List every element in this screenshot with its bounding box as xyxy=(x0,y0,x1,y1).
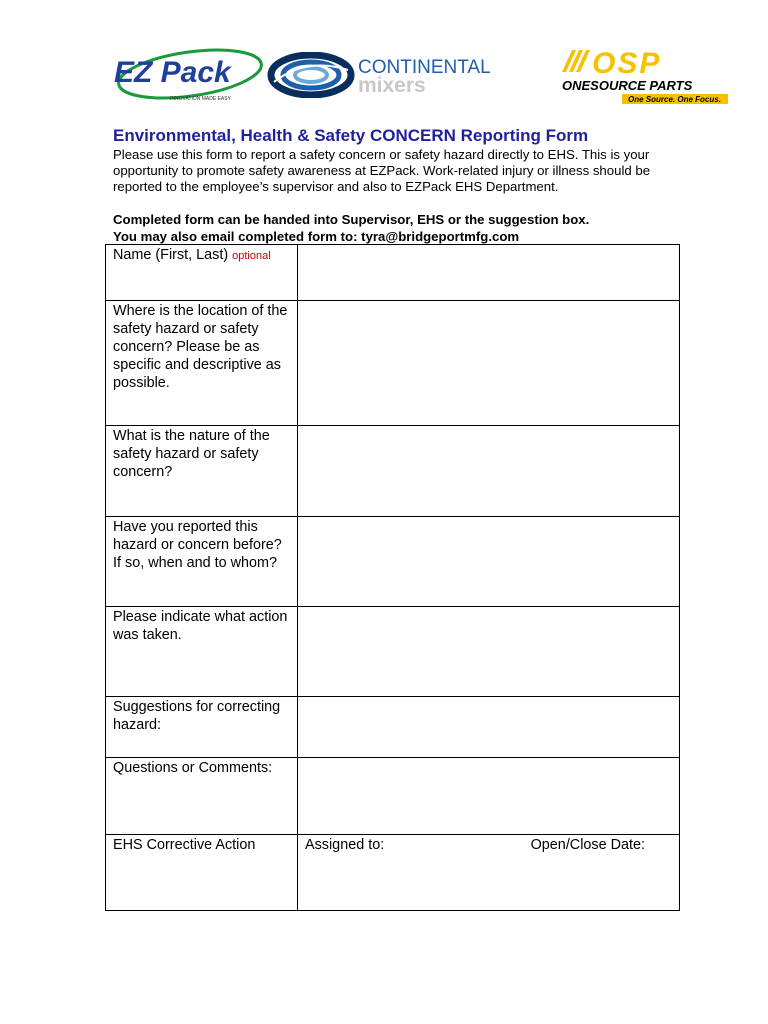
form-row-nature xyxy=(106,426,680,517)
question-cell xyxy=(106,607,298,697)
logo-banner xyxy=(108,44,740,106)
form-row-reported-before xyxy=(106,517,680,607)
continental-mixers-logo xyxy=(358,56,548,96)
osp-mark: OSP xyxy=(592,47,662,80)
form-title: Environmental, Health & Safety CONCERN Reporting Form xyxy=(113,126,589,145)
question-cell xyxy=(106,517,298,607)
osp-name: ONESOURCE PARTS xyxy=(562,78,693,93)
question-cell xyxy=(106,835,298,911)
optional-badge: optional xyxy=(232,250,271,262)
swirl-emblem-icon xyxy=(266,52,356,98)
question-cell xyxy=(106,301,298,426)
question-cell xyxy=(106,245,298,301)
question-label: Please indicate what action was taken. xyxy=(113,609,288,643)
submission-note-line2: You may also email completed form to: tyra@bridgeportmfg.com xyxy=(113,228,520,244)
name-answer-field[interactable] xyxy=(298,245,680,301)
assigned-to-label: Assigned to: xyxy=(305,837,385,853)
form-row-action-taken xyxy=(106,607,680,697)
form-row-corrective-action xyxy=(106,835,680,911)
form-row-location xyxy=(106,301,680,426)
continental-line1: CONTINENTAL xyxy=(358,57,491,78)
form-row-suggestions xyxy=(106,697,680,758)
question-cell xyxy=(106,697,298,758)
intro-text: Please use this form to report a safety concern or safety hazard directly to EHS. This is your opportunity to promote safety awareness at EZPack. Work-related injury or illness should be reported to the employee’s supervisor and also to EZPack EHS Department. xyxy=(113,147,651,194)
corrective-action-answer-field[interactable] xyxy=(298,835,680,911)
submission-note xyxy=(113,212,693,245)
question-label: What is the nature of the safety hazard or safety concern? xyxy=(113,428,270,480)
continental-line2: mixers xyxy=(358,74,426,96)
form-row-name xyxy=(106,245,680,301)
open-close-date-label: Open/Close Date: xyxy=(530,837,645,853)
form-row-comments xyxy=(106,758,680,835)
comments-answer-field[interactable] xyxy=(298,758,680,835)
submission-note-line1: Completed form can be handed into Supervisor, EHS or the suggestion box. xyxy=(113,212,590,227)
question-label: Name (First, Last) xyxy=(113,247,229,263)
ezpack-tagline: INNOVATION MADE EASY xyxy=(170,96,231,102)
location-answer-field[interactable] xyxy=(298,301,680,426)
question-cell xyxy=(106,758,298,835)
suggestions-answer-field[interactable] xyxy=(298,697,680,758)
ezpack-name: EZ Pack xyxy=(114,56,231,89)
question-label: Where is the location of the safety hazard or safety concern? Please be as specific and descriptive as possible. xyxy=(113,303,288,391)
concern-form-table xyxy=(105,244,680,911)
question-label: EHS Corrective Action xyxy=(113,837,256,853)
assignment-labels xyxy=(305,836,673,854)
osp-tagline: One Source. One Focus. xyxy=(628,95,721,104)
question-cell xyxy=(106,426,298,517)
question-label: Have you reported this hazard or concern before? If so, when and to whom? xyxy=(113,519,282,571)
reported-before-answer-field[interactable] xyxy=(298,517,680,607)
question-label: Questions or Comments: xyxy=(113,760,273,776)
ezpack-logo xyxy=(108,44,266,104)
nature-answer-field[interactable] xyxy=(298,426,680,517)
osp-logo xyxy=(556,46,740,106)
question-label: Suggestions for correcting hazard: xyxy=(113,699,281,733)
action-taken-answer-field[interactable] xyxy=(298,607,680,697)
